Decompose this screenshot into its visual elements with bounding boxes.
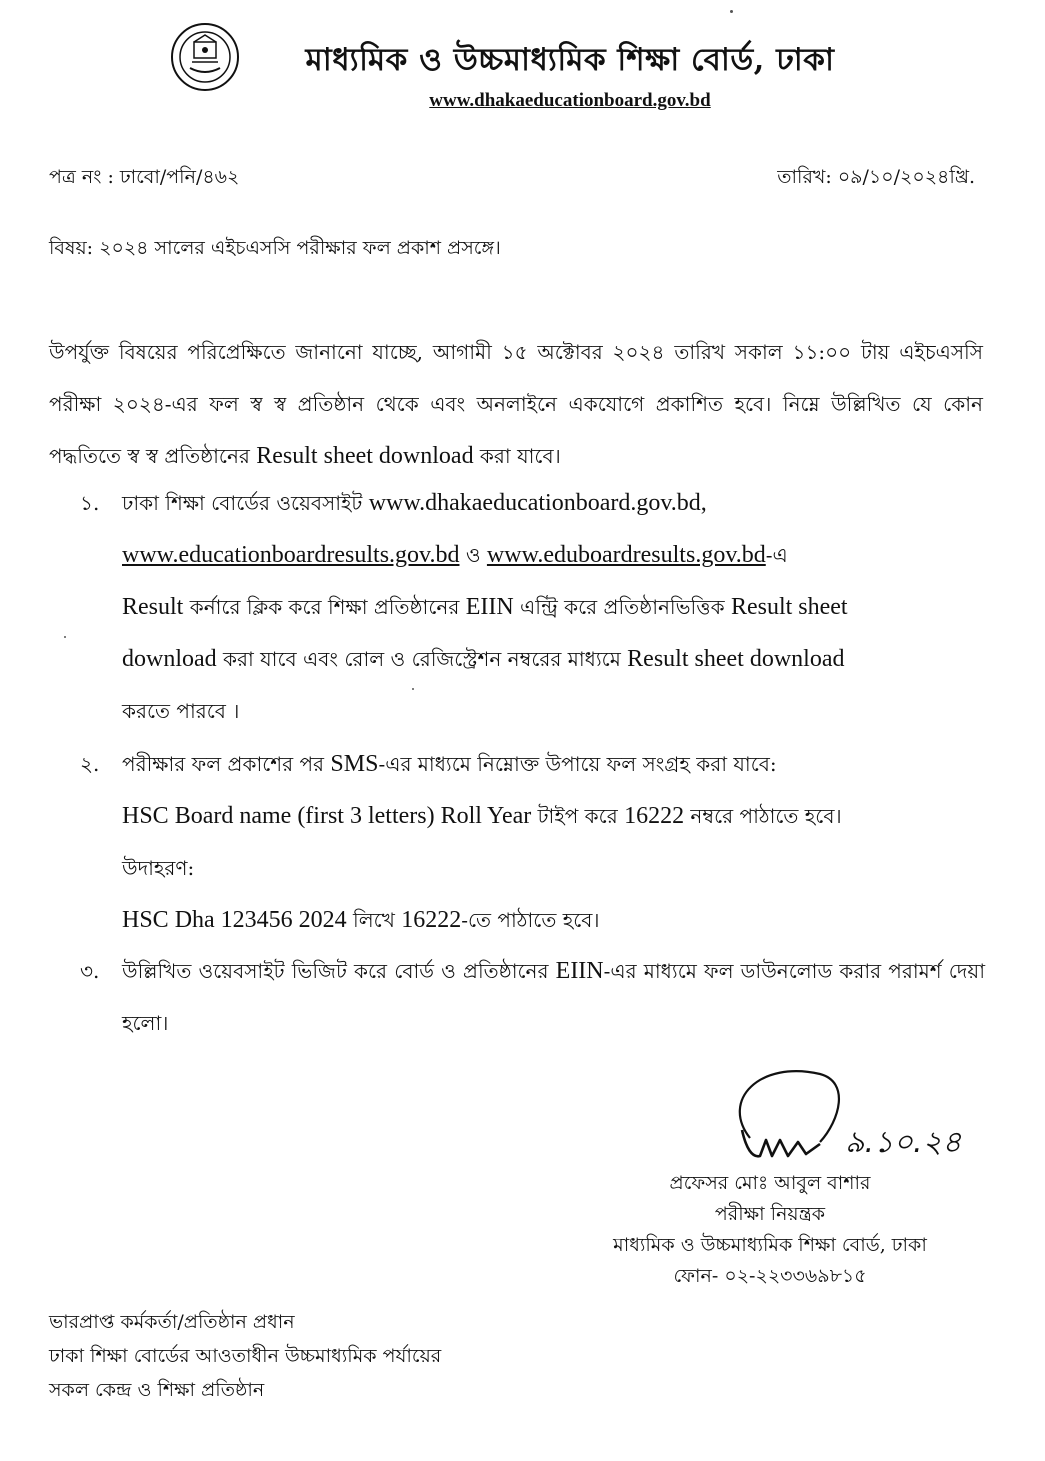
list-item (80, 477, 985, 737)
recipient-line: ভারপ্রাপ্ত কর্মকর্তা/প্রতিষ্ঠান প্রধান (49, 1311, 295, 1333)
item-text: -তে পাঠাতে হবে। (461, 908, 600, 932)
item-number: ২. (80, 752, 100, 776)
signatory-name: প্রফেসর মোঃ আবুল বাশার (669, 1172, 871, 1194)
handwritten-signature (680, 1060, 1000, 1180)
recipient-line: সকল কেন্দ্র ও শিক্ষা প্রতিষ্ঠান (49, 1379, 265, 1401)
list-item (80, 945, 985, 1049)
item-text-en: SMS (330, 751, 379, 777)
item-text-en: download (122, 646, 217, 672)
signatory-office: মাধ্যমিক ও উচ্চমাধ্যমিক শিক্ষা বোর্ড, ঢাকা (613, 1234, 927, 1256)
item-text-en: EIIN (555, 958, 604, 984)
item-text: উল্লিখিত ওয়েবসাইট ভিজিট করে বোর্ড ও প্রতিষ্ঠানের (122, 959, 556, 983)
item-text: -এর মাধ্যমে ফল ডাউনলোড করার পরামর্শ দেয়া হলো। (122, 959, 985, 1035)
intro-text-en: Result sheet download (256, 443, 474, 469)
board-website-link[interactable]: www.dhakaeducationboard.gov.bd (429, 90, 711, 111)
handwritten-date: ৯.১০.২৪ (845, 1125, 962, 1160)
item-text-en: Result (122, 594, 184, 620)
item-text-en: HSC Board name (first 3 letters) Roll Year (122, 803, 532, 829)
intro-text-tail: করা যাবে। (473, 444, 561, 468)
list-item (80, 738, 985, 946)
item-text: ঢাকা শিক্ষা বোর্ডের ওয়েবসাইট (122, 491, 369, 515)
item-text: করতে পারবে । (122, 699, 240, 723)
item-text: -এর মাধ্যমে নিম্নোক্ত উপায়ে ফল সংগ্রহ করা যাবে: (378, 752, 777, 776)
item-text: লিখে (346, 908, 402, 932)
scan-speck (64, 636, 66, 638)
scan-speck (412, 688, 414, 690)
scan-speck (730, 10, 733, 13)
signatory-designation: পরীক্ষা নিয়ন্ত্রক (714, 1203, 826, 1225)
reference-number: পত্র নং : ঢাবো/পনি/৪৬২ (49, 166, 240, 188)
item-text: করা যাবে এবং রোল ও রেজিস্ট্রেশন নম্বরের মাধ্যমে (216, 647, 628, 671)
eduboardresults-link[interactable]: www.eduboardresults.gov.bd (486, 542, 766, 568)
item-text: নম্বরে পাঠাতে হবে। (684, 804, 842, 828)
item-text-en: 16222 (624, 803, 685, 829)
item-text: টাইপ করে (531, 804, 625, 828)
recipient-line: ঢাকা শিক্ষা বোর্ডের আওতাধীন উচ্চমাধ্যমিক পর্যায়ের (49, 1345, 442, 1367)
item-text-en: Result sheet download (627, 646, 845, 672)
item-text: ও (459, 543, 487, 567)
intro-text: উপর্যুক্ত বিষয়ের পরিপ্রেক্ষিতে জানানো যাচ্ছে, আগামী ১৫ অক্টোবর ২০২৪ তারিখ সকাল ১১:০০ টায় এইচএসসি পরীক্ষা ২০২৪-এর ফল স্ব স্ব প্রতিষ্ঠান থেকে এবং অনলাইনে একযোগে প্রকাশিত হবে। নিম্নে উল্লিখিত যে কোন পদ্ধতিতে স্ব স্ব প্রতিষ্ঠানের (49, 340, 983, 468)
board-seal-icon (170, 22, 240, 92)
dhaka-board-link[interactable]: www.dhakaeducationboard.gov.bd, (368, 490, 707, 516)
item-text: -এ (765, 543, 788, 567)
example-label: উদাহরণ: (122, 856, 195, 880)
signatory-phone: ফোন- ০২-২২৩৩৬৯৮১৫ (673, 1265, 867, 1287)
intro-paragraph (49, 326, 983, 482)
item-number: ১. (80, 491, 100, 515)
item-text-en: 16222 (401, 907, 462, 933)
educationboardresults-link[interactable]: www.educationboardresults.gov.bd (122, 542, 460, 568)
item-number: ৩. (80, 959, 100, 983)
subject-line: বিষয়: ২০২৪ সালের এইচএসসি পরীক্ষার ফল প্রকাশ প্রসঙ্গে। (49, 237, 501, 259)
item-text: কর্নারে ক্লিক করে শিক্ষা প্রতিষ্ঠানের (183, 595, 466, 619)
board-name: মাধ্যমিক ও উচ্চমাধ্যমিক শিক্ষা বোর্ড, ঢাকা (305, 42, 835, 78)
signatory-block (560, 1168, 980, 1292)
letter-date: তারিখ: ০৯/১০/২০২৪খ্রি. (777, 166, 975, 188)
recipients-block (49, 1305, 441, 1407)
item-text-en: HSC Dha 123456 2024 (122, 907, 347, 933)
item-text: পরীক্ষার ফল প্রকাশের পর (122, 752, 331, 776)
item-text-en: Result sheet (730, 594, 848, 620)
item-text-en: EIIN (465, 594, 514, 620)
item-text: এন্ট্রি করে প্রতিষ্ঠানভিত্তিক (513, 595, 731, 619)
